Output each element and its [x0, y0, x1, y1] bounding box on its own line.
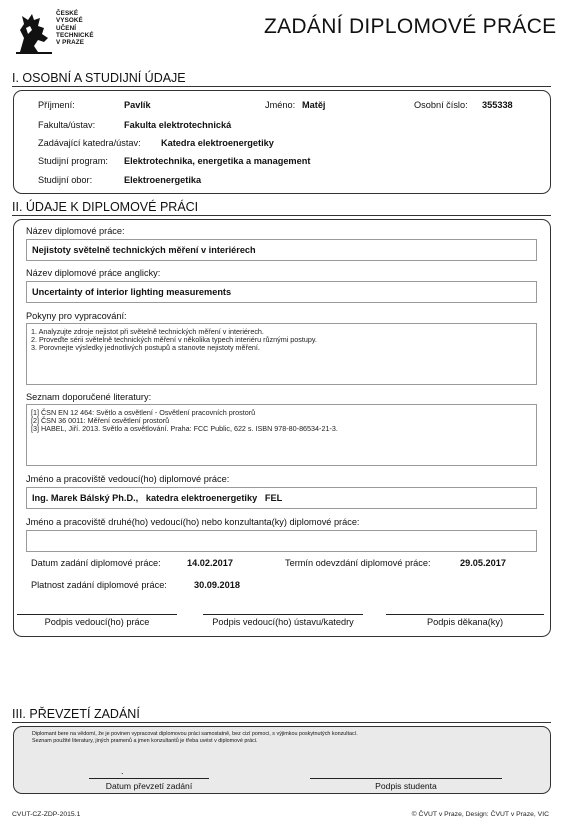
assign-date-value: 14.02.2017	[187, 558, 233, 568]
literature-item: [1] ČSN EN 12 464: Světlo a osvětlení - Osvětlení pracovních prostorů	[31, 408, 256, 417]
study-program-value: Elektrotechnika, energetika a management	[124, 156, 311, 166]
supervisor-field	[26, 487, 537, 509]
study-program-label: Studijní program:	[38, 156, 108, 166]
section-3-title: III. PŘEVZETÍ ZADÁNÍ	[12, 707, 140, 721]
department-value: Katedra elektroenergetiky	[161, 138, 274, 148]
student-signature-line	[310, 778, 502, 779]
supervisor-signature-line	[17, 614, 177, 615]
supervisor-label: Jméno a pracoviště vedoucí(ho) diplomové práce:	[26, 474, 230, 484]
section-3-rule	[12, 722, 551, 723]
literature-item: [3] HABEL, Jiří. 2013. Světlo a osvětlování. Praha: FCC Public, 622 s. ISBN 978-80-86534-21-3.	[31, 424, 338, 434]
instruction-item: 2. Proveďte sérii světelně technických měření v několika typech interiéru různými postupy.	[31, 335, 317, 345]
second-supervisor-label: Jméno a pracoviště druhé(ho) vedoucí(ho) nebo konzultanta(ky) diplomové práce:	[26, 517, 360, 527]
dean-signature-line	[386, 614, 544, 615]
study-field-value: Elektroenergetika	[124, 175, 202, 185]
deadline-value: 29.05.2017	[460, 558, 506, 568]
study-field-label: Studijní obor:	[38, 175, 93, 185]
validity-value: 30.09.2018	[194, 580, 240, 590]
head-signature-line	[203, 614, 363, 615]
instructions-field	[26, 323, 537, 385]
student-signature-label: Podpis studenta	[375, 781, 437, 791]
handover-date-label: Datum převzetí zadání	[105, 781, 193, 791]
surname-value: Pavlík	[124, 100, 151, 110]
dean-signature-label: Podpis děkana(ky)	[426, 617, 504, 627]
faculty-label: Fakulta/ústav:	[38, 120, 96, 130]
thesis-title-value: Nejistoty světelně technických měření v interiérech	[32, 245, 256, 255]
handover-text: Diplomant bere na vědomí, že je povinen vypracovat diplomovou práci samostatně, bez cizí pomoci, s výjimkou poskytnutých konzultací. Seznam použité literatury, jiných pramenů a jmen konzultantů je třeba uvést v diplomové práci.	[32, 731, 358, 744]
literature-label: Seznam doporučené literatury:	[26, 392, 152, 402]
thesis-title-en-field	[26, 281, 537, 303]
university-logo	[14, 8, 54, 56]
supervisor-signature-label: Podpis vedoucí(ho) práce	[44, 617, 150, 627]
literature-field	[26, 404, 537, 466]
literature-item: [2] ČSN 36 0011: Měření osvětlení prostorů	[31, 416, 170, 426]
student-id-label: Osobní číslo:	[414, 100, 468, 110]
name-value: Matěj	[302, 100, 326, 110]
copyright: © ČVUT v Praze, Design: ČVUT v Praze, VIC	[411, 811, 549, 818]
thesis-title-label: Název diplomové práce:	[26, 226, 125, 236]
student-id-value: 355338	[482, 100, 513, 110]
surname-label: Příjmení:	[38, 100, 75, 110]
lion-emblem-icon	[14, 8, 54, 56]
instruction-item: 1. Analyzujte zdroje nejistot při světelně technických měření v interiérech.	[31, 327, 264, 336]
section-1-title: I. OSOBNÍ A STUDIJNÍ ÚDAJE	[12, 71, 186, 85]
faculty-value: Fakulta elektrotechnická	[124, 120, 232, 130]
section-2-rule	[12, 215, 551, 216]
deadline-label: Termín odevzdání diplomové práce:	[285, 558, 431, 568]
section-2-title: II. ÚDAJE K DIPLOMOVÉ PRÁCI	[12, 200, 199, 214]
thesis-title-en-value: Uncertainty of interior lighting measurements	[32, 287, 232, 297]
section-1-rule	[12, 86, 551, 87]
instruction-item: 3. Porovnejte výsledky jednotlivých postupů a stanovte nejistoty měření.	[31, 343, 260, 353]
supervisor-value: Ing. Marek Bálský Ph.D., katedra elektroenergetiky FEL	[32, 493, 283, 503]
handover-date-mark: .	[121, 766, 124, 776]
thesis-title-en-label: Název diplomové práce anglicky:	[26, 268, 161, 278]
instructions-label: Pokyny pro vypracování:	[26, 311, 127, 321]
name-label: Jméno:	[265, 100, 296, 110]
thesis-title-field	[26, 239, 537, 261]
form-code: CVUT-CZ-ZDP-2015.1	[12, 811, 81, 818]
assign-date-label: Datum zadání diplomové práce:	[31, 558, 161, 568]
handover-date-line	[89, 778, 209, 779]
second-supervisor-field	[26, 530, 537, 552]
university-name: ČESKÉ VYSOKÉ UČENÍ TECHNICKÉ V PRAZE	[56, 10, 94, 47]
department-label: Zadávající katedra/ústav:	[38, 138, 141, 148]
document-title: ZADÁNÍ DIPLOMOVÉ PRÁCE	[264, 15, 557, 38]
head-signature-label: Podpis vedoucí(ho) ústavu/katedry	[212, 617, 354, 627]
validity-label: Platnost zadání diplomové práce:	[31, 580, 167, 590]
